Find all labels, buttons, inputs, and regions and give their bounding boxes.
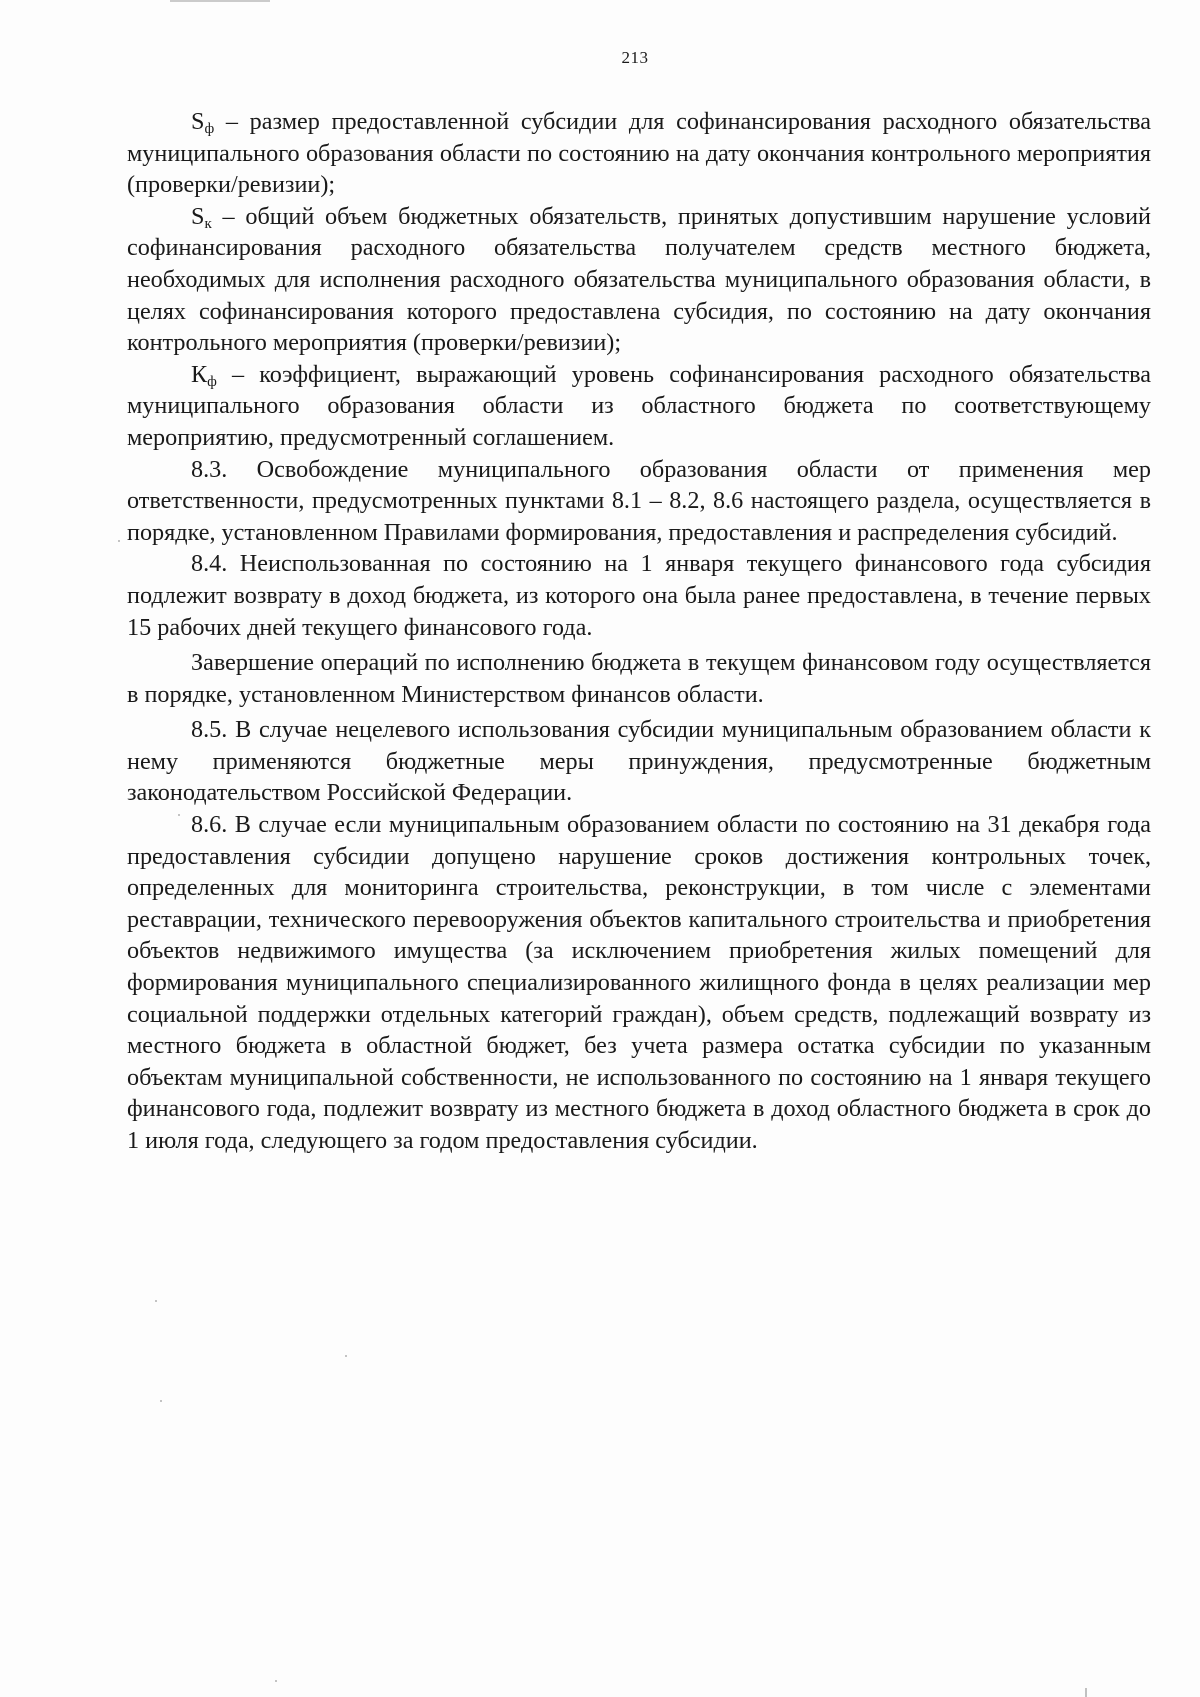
paragraph-8-5: 8.5. В случае нецелевого использования субсидии муниципальным образованием области к нему применяются бюджетные меры принуждения, предусмотренные бюджетным законодательством Российской Федерации. xyxy=(127,716,1151,807)
definition-s-f: $S_ф$ – размер предоставленной субсидии для софинансирования расходного обязательства муниципального образования области по состоянию на дату окончания контрольного мероприятия (проверки/ревизии); xyxy=(127,108,1151,199)
formula-symbol: $S_к$ xyxy=(191,202,212,232)
scan-artifact-dot xyxy=(160,1400,162,1402)
scan-artifact-bottom xyxy=(1085,1688,1087,1697)
scan-artifact-dot xyxy=(345,1355,347,1357)
paragraph-8-3: 8.3. Освобождение муниципального образования области от применения мер ответственности, предусмотренных пунктами 8.1 – 8.2, 8.6 настоящего раздела, осуществляется в порядке, установленном Правилами формирования, предоставления и распределения субсидий. xyxy=(127,455,1151,546)
paragraph-8-4-continuation: Завершение операций по исполнению бюджета в текущем финансовом году осуществляется в порядке, установленном Министерством финансов области. xyxy=(127,649,1151,708)
scan-artifact-dot xyxy=(155,1300,157,1302)
scan-artifact-dot xyxy=(275,1680,277,1682)
definition-s-k: $S_к$ – общий объем бюджетных обязательств, принятых допустившим нарушение условий софинансирования расходного обязательства получателем средств местного бюджета, необходимых для исполнения расходного обязательства муниципального образования области, в целях софинансирования которого предоставлена субсидия, по состоянию на дату окончания контрольного мероприятия (проверки/ревизии); xyxy=(127,202,1151,357)
formula-symbol: $К_ф$ xyxy=(191,360,217,390)
scan-artifact-dot xyxy=(118,540,120,542)
scan-artifact-top xyxy=(170,0,270,2)
definition-k-f: $К_ф$ – коэффициент, выражающий уровень софинансирования расходного обязательства муниципального образования области из областного бюджета по соответствующему мероприятию, предусмотренный соглашением. xyxy=(127,360,1151,451)
document-body xyxy=(127,106,1151,1157)
page-number: 213 xyxy=(621,48,649,67)
paragraph-8-6: 8.6. В случае если муниципальным образованием области по состоянию на 31 декабря года предоставления субсидии допущено нарушение сроков достижения контрольных точек, определенных для мониторинга строительства, реконструкции, в том числе с элементами реставрации, технического перевооружения объектов капитального строительства и приобретения объектов недвижимого имущества (за исключением приобретения жилых помещений для формирования муниципального специализированного жилищного фонда в целях реализации мер социальной поддержки отдельных категорий граждан), объем средств, подлежащий возврату из местного бюджета в областной бюджет, без учета размера остатка субсидии по указанным объектам муниципальной собственности, не использованного по состоянию на 1 января текущего финансового года, подлежит возврату из местного бюджета в доход областного бюджета в срок до 1 июля года, следующего за годом предоставления субсидии. xyxy=(127,811,1151,1154)
paragraph-8-4: 8.4. Неиспользованная по состоянию на 1 января текущего финансового года субсидия подлежит возврату в доход бюджета, из которого она была ранее предоставлена, в течение первых 15 рабочих дней текущего финансового года. xyxy=(127,550,1151,641)
formula-symbol: $S_ф$ xyxy=(191,108,215,137)
